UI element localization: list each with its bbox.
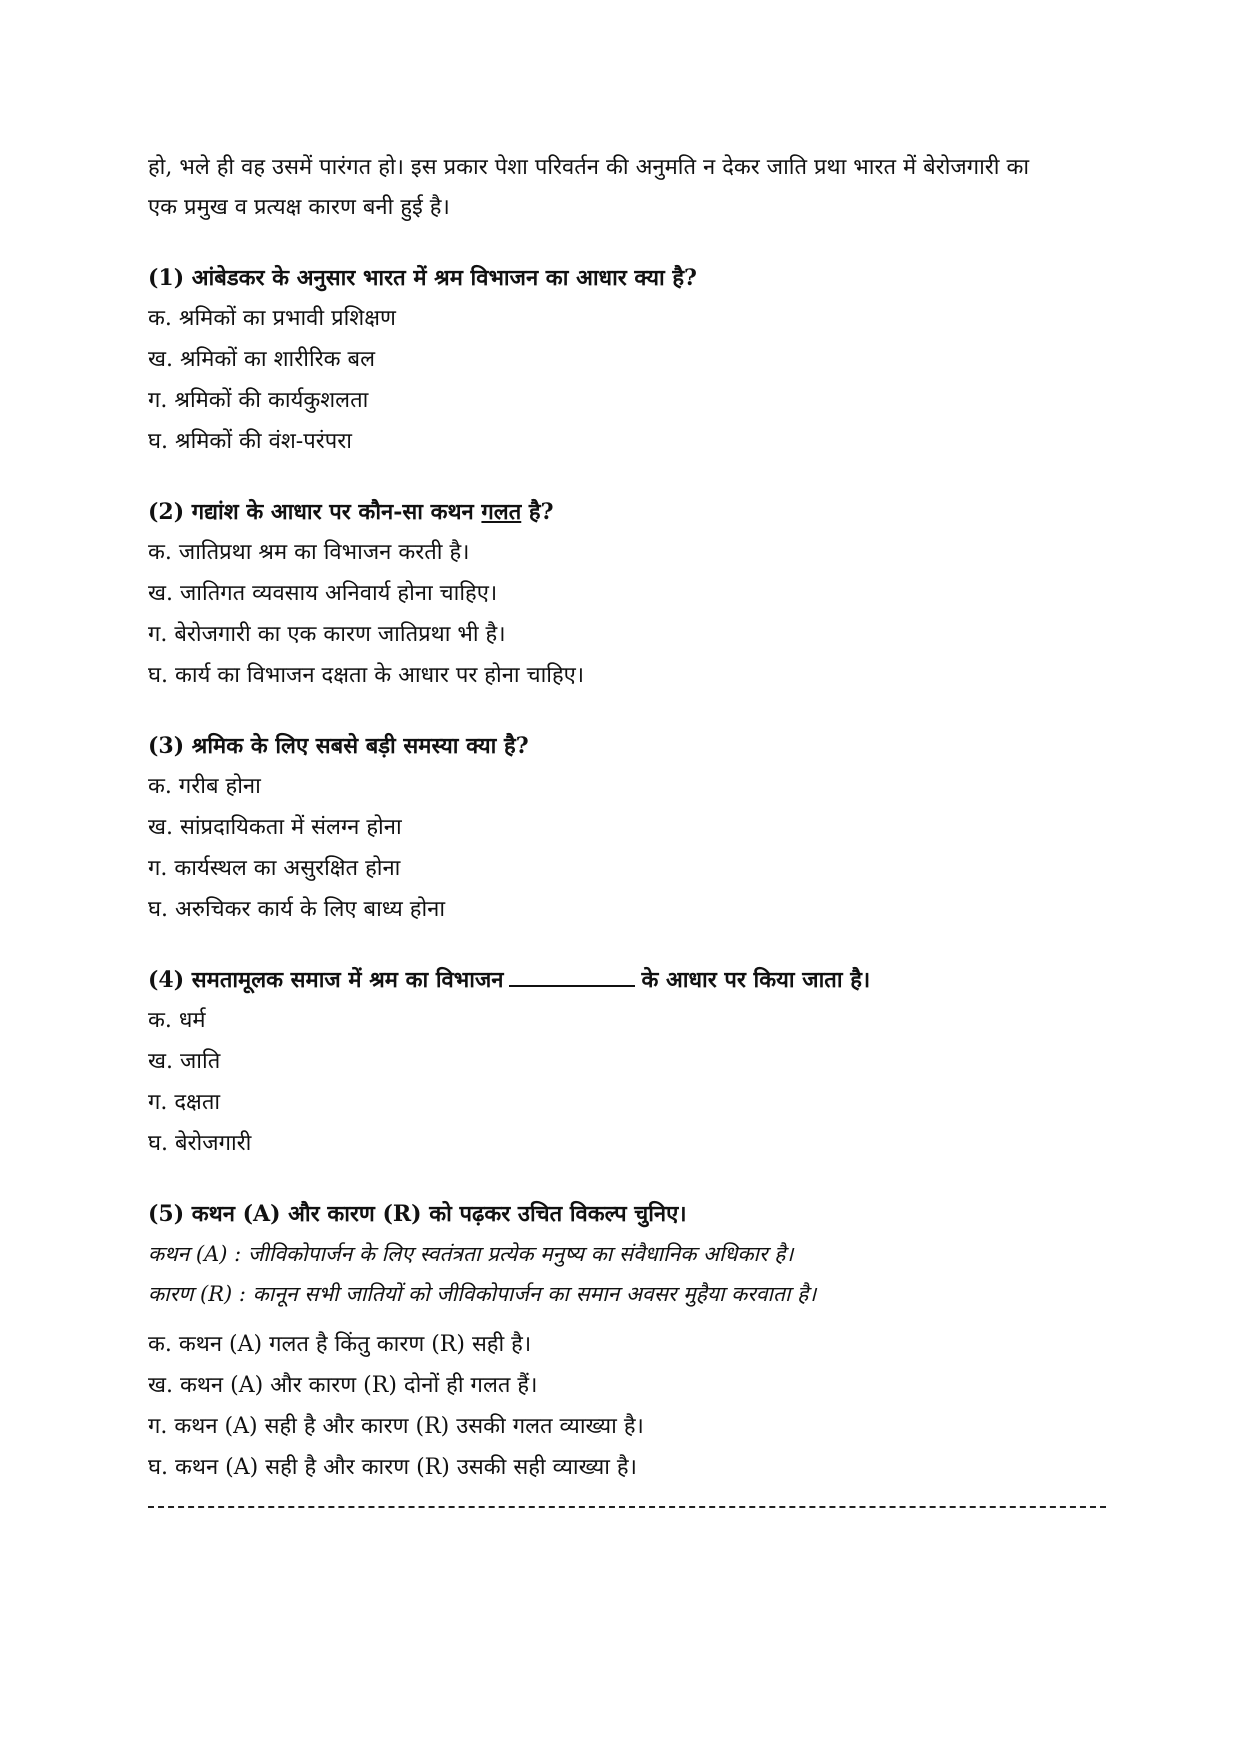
option-gha: घ. बेरोजगारी (148, 1131, 252, 1156)
option-ka: क. कथन (A) गलत है किंतु कारण (R) सही है। (148, 1332, 532, 1357)
assertion-reason-block (148, 1234, 1108, 1314)
option-ga: ग. दक्षता (148, 1090, 221, 1115)
option-gha: घ. कथन (A) सही है और कारण (R) उसकी सही व्याख्या है। (148, 1455, 637, 1480)
option-ga: ग. बेरोजगारी का एक कारण जातिप्रथा भी है। (148, 622, 506, 647)
option-kha: ख. कथन (A) और कारण (R) दोनों ही गलत हैं। (148, 1373, 538, 1398)
option-ka: क. श्रमिकों का प्रभावी प्रशिक्षण (148, 306, 396, 331)
passage-line: हो, भले ही वह उसमें पारंगत हो। इस प्रकार पेशा परिवर्तन की अनुमति न देकर जाति प्रथा भारत में बेरोजगारी का (148, 155, 1030, 180)
question-1 (148, 258, 1108, 462)
question-2 (148, 492, 1108, 696)
option-gha: घ. श्रमिकों की वंश-परंपरा (148, 429, 352, 454)
option-gha: घ. कार्य का विभाजन दक्षता के आधार पर होना चाहिए। (148, 663, 585, 688)
option-kha: ख. सांप्रदायिकता में संलग्न होना (148, 815, 402, 840)
question-title-prefix: (4) समतामूलक समाज में श्रम का विभाजन (148, 967, 504, 993)
option-kha: ख. जाति (148, 1049, 221, 1074)
option-ga: ग. श्रमिकों की कार्यकुशलता (148, 388, 369, 413)
question-title (148, 960, 1108, 1000)
option-gha: घ. अरुचिकर कार्य के लिए बाध्य होना (148, 897, 446, 922)
option-ka: क. जातिप्रथा श्रम का विभाजन करती है। (148, 540, 470, 565)
passage-continuation (148, 148, 1108, 228)
option-kha: ख. जातिगत व्यवसाय अनिवार्य होना चाहिए। (148, 581, 498, 606)
question-4 (148, 960, 1108, 1164)
question-3 (148, 726, 1108, 930)
option-ga: ग. कथन (A) सही है और कारण (R) उसकी गलत व्याख्या है। (148, 1414, 644, 1439)
question-title: (5) कथन (A) और कारण (R) को पढ़कर उचित विकल्प चुनिए। (148, 1201, 687, 1227)
option-ga: ग. कार्यस्थल का असुरक्षित होना (148, 856, 401, 881)
question-5 (148, 1194, 1108, 1488)
option-kha: ख. श्रमिकों का शारीरिक बल (148, 347, 376, 372)
question-title-suffix: है? (521, 499, 554, 525)
question-title: (3) श्रमिक के लिए सबसे बड़ी समस्या क्या है? (148, 733, 529, 759)
option-ka: क. गरीब होना (148, 774, 261, 799)
passage-line: एक प्रमुख व प्रत्यक्ष कारण बनी हुई है। (148, 195, 450, 220)
assertion-statement: कथन (A) : जीविकोपार्जन के लिए स्वतंत्रता प्रत्येक मनुष्य का संवैधानिक अधिकार है। (148, 1242, 794, 1266)
fill-in-blank (509, 967, 635, 987)
question-title (148, 492, 1108, 532)
question-title-suffix: के आधार पर किया जाता है। (641, 967, 871, 993)
reason-statement: कारण (R) : कानून सभी जातियों को जीविकोपार्जन का समान अवसर मुहैया करवाता है। (148, 1282, 817, 1306)
document-page (148, 148, 1108, 1488)
underlined-word: गलत (481, 499, 522, 525)
dashed-divider (148, 1506, 1106, 1508)
question-title: (1) आंबेडकर के अनुसार भारत में श्रम विभाजन का आधार क्या है? (148, 265, 697, 291)
question-title-prefix: (2) गद्यांश के आधार पर कौन-सा कथन (148, 499, 482, 525)
option-ka: क. धर्म (148, 1008, 206, 1033)
